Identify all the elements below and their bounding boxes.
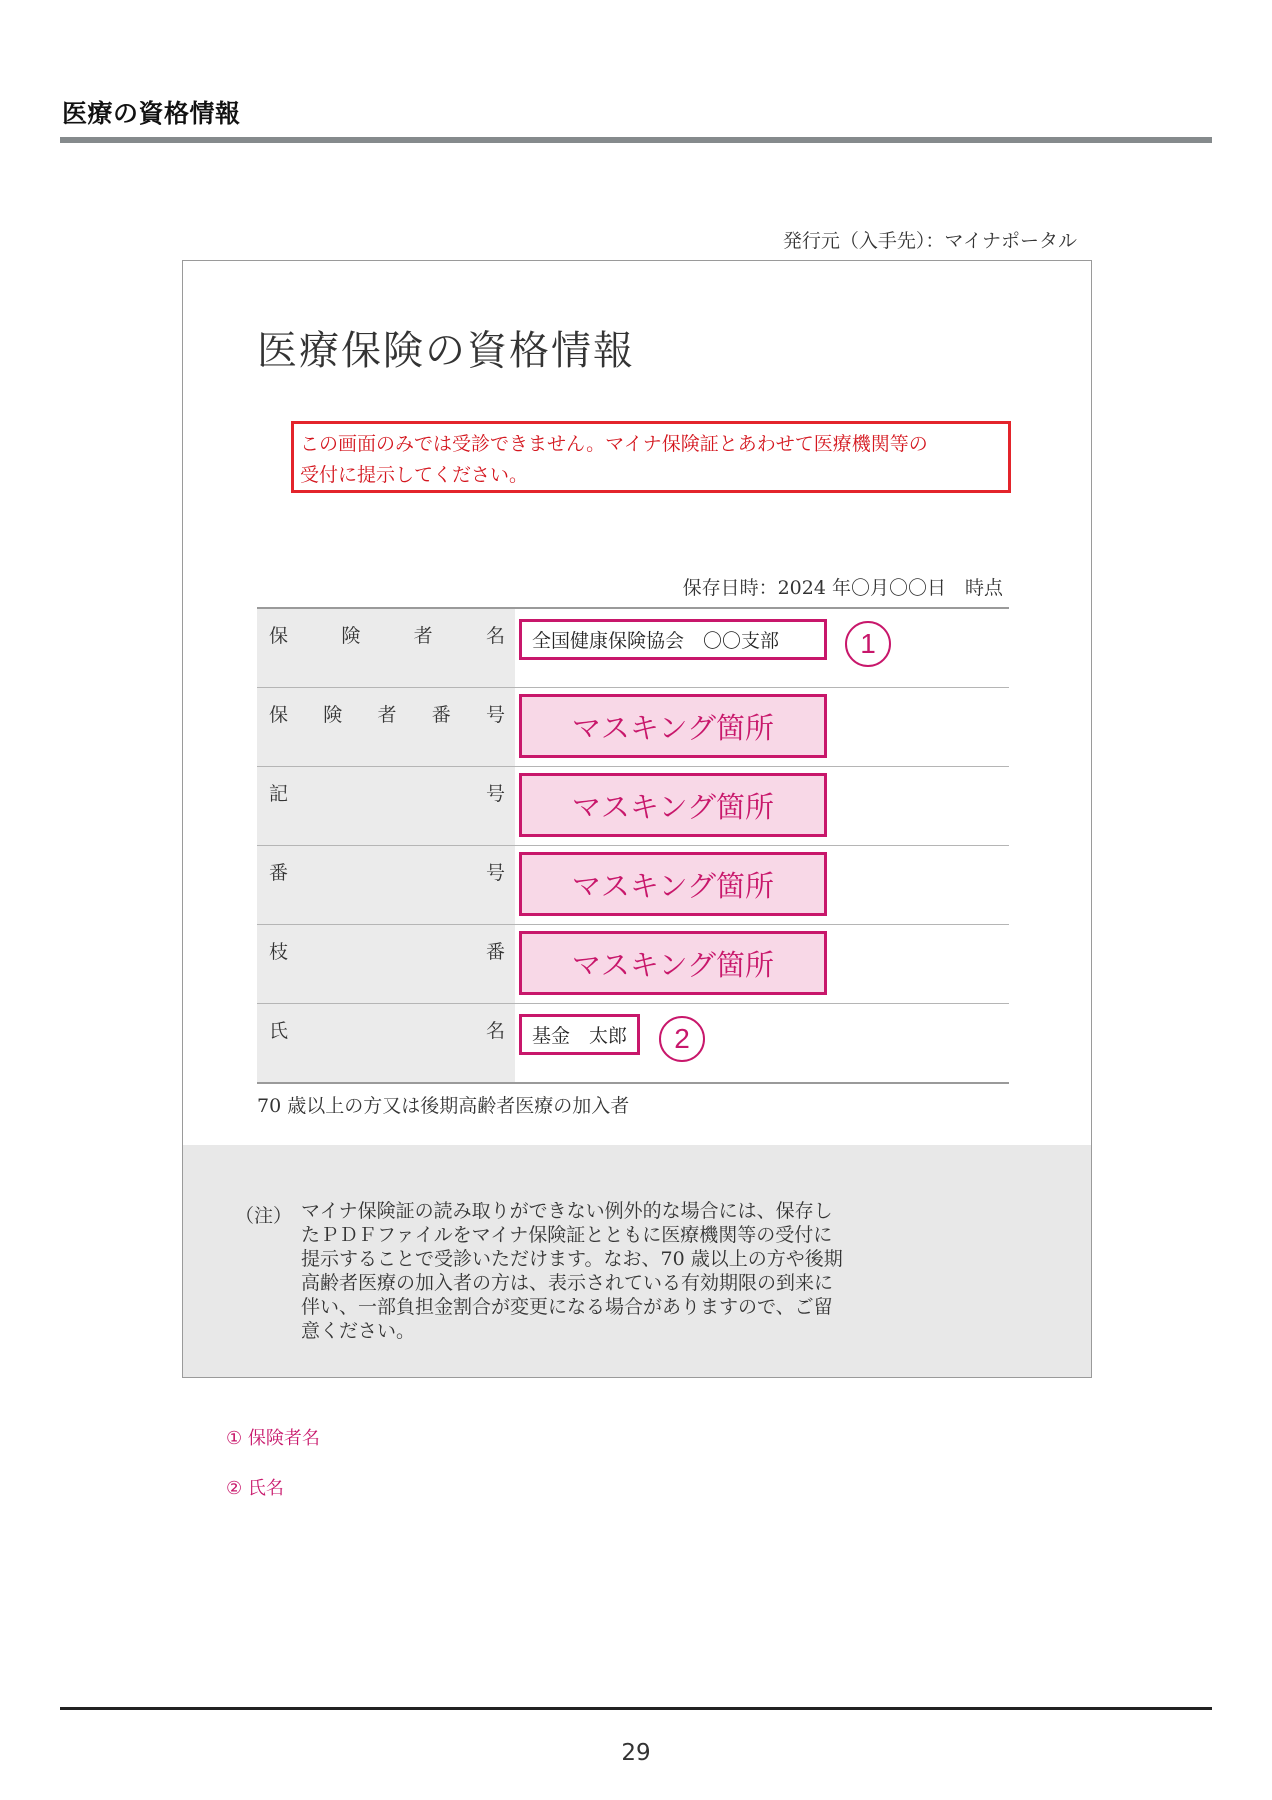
row-value <box>519 1004 1009 1082</box>
label-char: 名 <box>485 625 505 647</box>
row-label <box>257 688 515 766</box>
row-label <box>257 609 515 687</box>
table-row <box>257 767 1009 846</box>
label-char: 記 <box>269 783 289 805</box>
section-title: 医療の資格情報 <box>62 99 241 128</box>
note-text <box>301 1199 921 1343</box>
masked-field: マスキング箇所 <box>519 931 827 995</box>
label-char: 号 <box>485 704 505 726</box>
table-row <box>257 688 1009 767</box>
row-label <box>257 767 515 845</box>
label-char: 保 <box>269 625 289 647</box>
label-char: 枝 <box>269 941 289 963</box>
table-row <box>257 1004 1009 1082</box>
label-char: 険 <box>323 704 343 726</box>
label-char: 保 <box>269 704 289 726</box>
source-label: 発行元（入手先）：マイナポータル <box>782 230 1077 252</box>
over70-note: 70 歳以上の方又は後期高齢者医療の加入者 <box>257 1095 630 1117</box>
label-char: 番 <box>431 704 451 726</box>
note-mark: （注） <box>235 1205 293 1227</box>
label-char: 号 <box>485 783 505 805</box>
insurer-name-value: 全国健康保険協会 〇〇支部 <box>519 619 827 660</box>
page-number: 29 <box>621 1740 651 1766</box>
table-row <box>257 609 1009 688</box>
label-char: 番 <box>269 862 289 884</box>
note-line: たＰＤＦファイルをマイナ保険証とともに医療機関等の受付に <box>301 1224 833 1246</box>
row-label <box>257 846 515 924</box>
row-label <box>257 1004 515 1082</box>
label-char: 険 <box>341 625 361 647</box>
warning-line: この画面のみでは受診できません。マイナ保険証とあわせて医療機関等の <box>300 433 928 455</box>
note-line: 意ください。 <box>301 1320 416 1342</box>
row-value <box>519 846 1009 924</box>
row-label <box>257 925 515 1003</box>
note-area <box>183 1145 1091 1377</box>
marker-1: 1 <box>845 621 891 667</box>
label-char: 者 <box>377 704 397 726</box>
label-char: 番 <box>485 941 505 963</box>
footer-rule <box>60 1707 1212 1710</box>
saved-timestamp: 保存日時：2024 年〇月〇〇日 時点 <box>682 577 1003 599</box>
legend-item-holder-name: ② 氏名 <box>226 1478 284 1499</box>
label-char: 名 <box>485 1020 505 1042</box>
row-value <box>519 925 1009 1003</box>
warning-line: 受付に提示してください。 <box>300 464 529 486</box>
note-line: 提示することで受診いただけます。なお、70 歳以上の方や後期 <box>301 1248 843 1270</box>
warning-box <box>291 421 1011 493</box>
note-line: 高齢者医療の加入者の方は、表示されている有効期限の到来に <box>301 1272 834 1294</box>
marker-2: 2 <box>659 1016 705 1062</box>
label-char: 者 <box>413 625 433 647</box>
masked-field: マスキング箇所 <box>519 852 827 916</box>
table-row <box>257 925 1009 1004</box>
label-char: 号 <box>485 862 505 884</box>
row-value <box>519 609 1009 687</box>
masked-field: マスキング箇所 <box>519 773 827 837</box>
note-line: マイナ保険証の読み取りができない例外的な場合には、保存し <box>301 1200 833 1222</box>
row-value <box>519 688 1009 766</box>
label-char: 氏 <box>269 1020 289 1042</box>
document-title: 医療保険の資格情報 <box>257 328 635 374</box>
info-table <box>257 607 1009 1084</box>
title-underline <box>60 137 1212 143</box>
note-line: 伴い、一部負担金割合が変更になる場合がありますので、ご留 <box>301 1296 833 1318</box>
holder-name-value: 基金 太郎 <box>519 1014 640 1055</box>
masked-field: マスキング箇所 <box>519 694 827 758</box>
row-value <box>519 767 1009 845</box>
document-image <box>182 260 1092 1378</box>
legend-item-insurer-name: ① 保険者名 <box>226 1428 320 1449</box>
table-row <box>257 846 1009 925</box>
